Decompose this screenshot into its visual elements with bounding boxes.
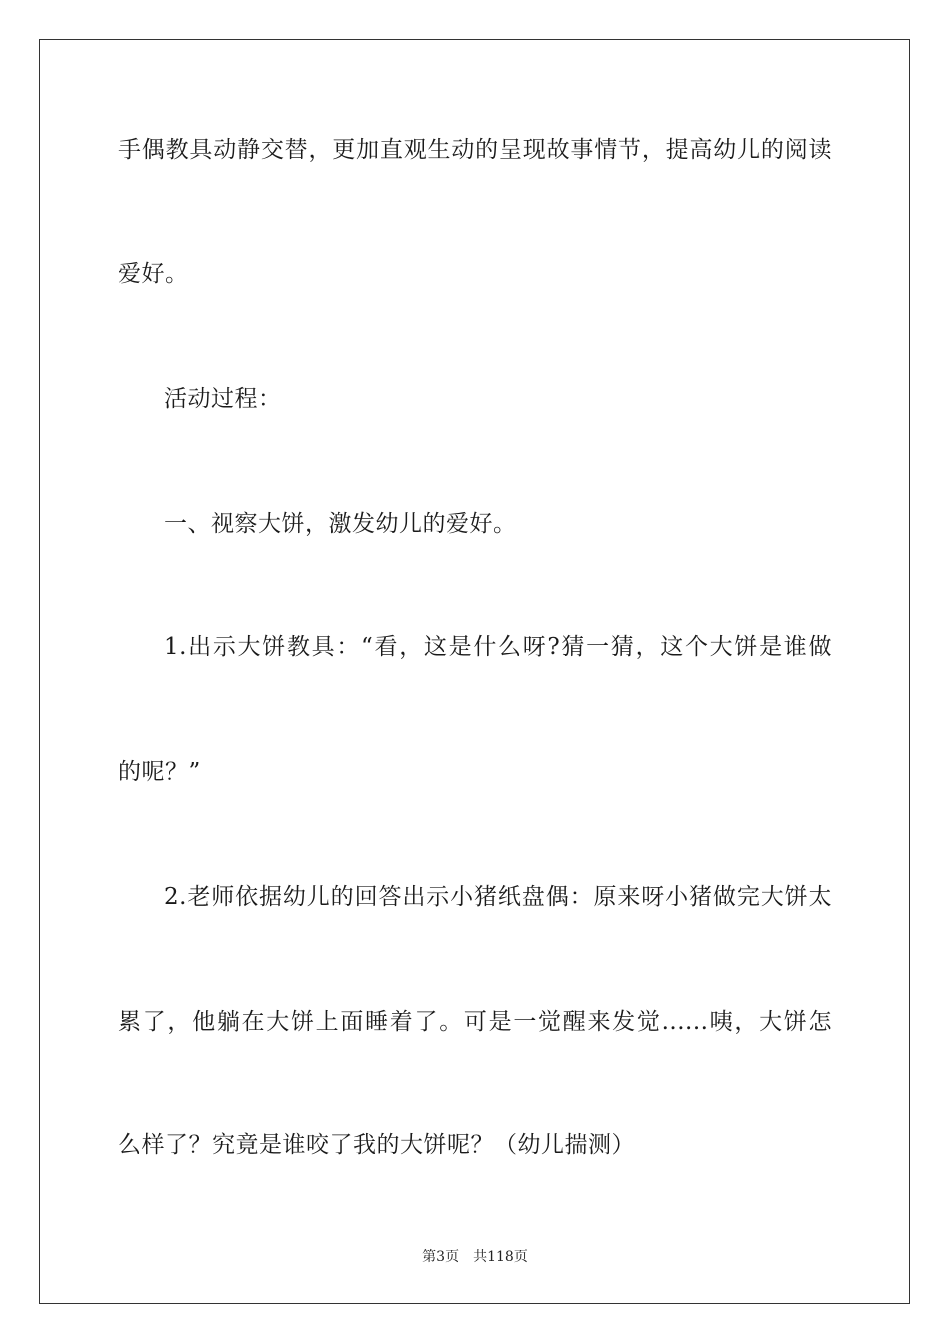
page-border bbox=[39, 39, 910, 1304]
paragraph-line: 么样了？究竟是谁咬了我的大饼呢？（幼儿揣测） bbox=[118, 1132, 635, 1158]
paragraph-line: 累了，他躺在大饼上面睡着了。可是一觉醒来发觉......咦，大饼怎 bbox=[118, 1009, 832, 1035]
page-number: 第3页 bbox=[422, 1249, 460, 1265]
page-total: 共118页 bbox=[473, 1249, 528, 1265]
section-heading: 活动过程： bbox=[164, 386, 282, 412]
paragraph-line: 手偶教具动静交替，更加直观生动的呈现故事情节，提高幼儿的阅读 bbox=[118, 137, 832, 163]
section-heading: 一、视察大饼，激发幼儿的爱好。 bbox=[164, 511, 517, 537]
page-footer bbox=[0, 1248, 950, 1266]
paragraph-line: 的呢？” bbox=[118, 759, 201, 785]
paragraph-line: 1.出示大饼教具：“看，这是什么呀?猜一猜，这个大饼是谁做 bbox=[164, 634, 832, 660]
paragraph-line: 爱好。 bbox=[118, 261, 189, 287]
paragraph-line: 2.老师依据幼儿的回答出示小猪纸盘偶：原来呀小猪做完大饼太 bbox=[164, 884, 832, 910]
